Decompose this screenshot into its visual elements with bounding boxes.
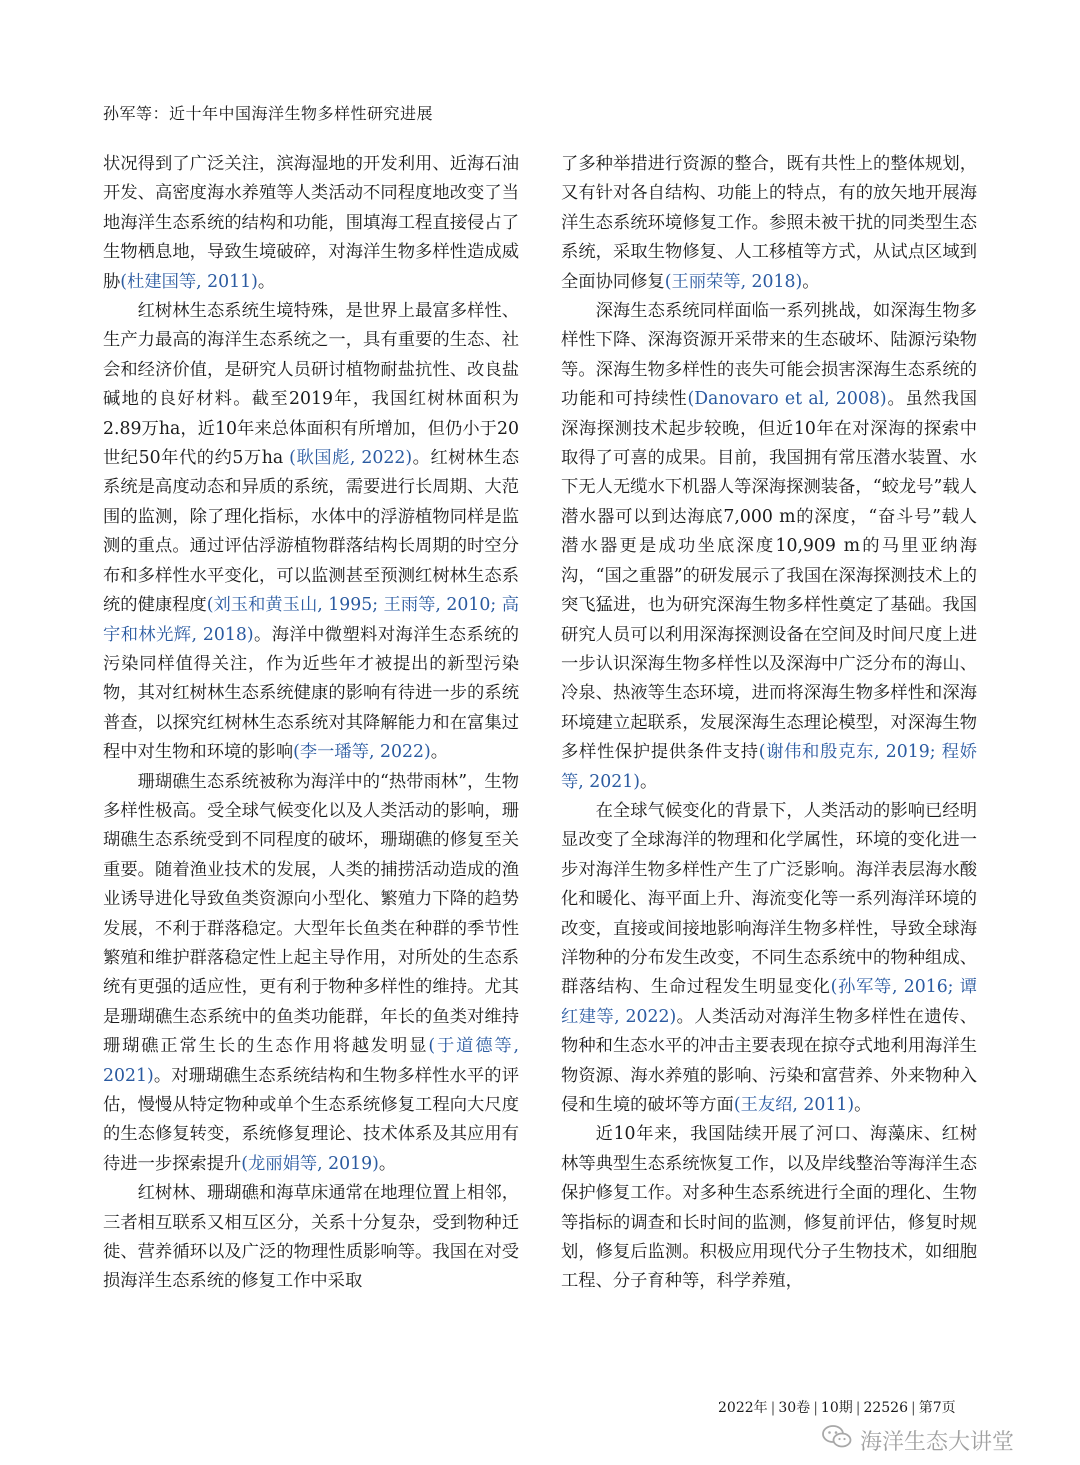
- paragraph: [561, 150, 977, 297]
- citation: (刘玉和黄玉山, 1995; 王雨等, 2010; 高宇和林光辉, 2018): [103, 595, 519, 645]
- body-text: 红树林生态系统生境特殊，是世界上最富多样性、生产力最高的海洋生态系统之一，具有重要的生态、社会和经济价值，是研究人员研讨植物耐盐抗性、改良盐碱地的良好材料。截至2019年，我国红树林面积为2.89万ha，近10年来总体面积有所增加，但仍小于20世纪50年代的约5万ha: [103, 301, 519, 469]
- citation: (于道德等, 2021): [103, 1036, 519, 1086]
- citation: (耿国彪, 2022): [289, 448, 413, 469]
- paragraph: [561, 297, 977, 797]
- citation: (龙丽娟等, 2019): [241, 1153, 379, 1174]
- body-text: 。: [378, 1153, 397, 1174]
- body-text: 。: [430, 742, 448, 763]
- body-text: 。虽然我国深海探测技术起步较晚，但近10年在对深海的探索中取得了可喜的成果。目前，我国拥有常压潜水装置、水下无人无缆水下机器人等深海探测装备，“蛟龙号”载人潜水器可以到达海底7,000 m的深度，“奋斗号”载人潜水器更是成功坐底深度10,909 m的马里亚纳海沟，“国之重器”的研发展示了我国在深海探测技术上的突飞猛进，也为研究深海生物多样性奠定了基础。我国研究人员可以利用深海探测设备在空间及时间尺度上进一步认识深海生物多样性以及深海中广泛分布的海山、冷泉、热液等生态环境，进而将深海生物多样性和深海环境建立起联系，发展深海生态理论模型，对深海生物多样性保护提供条件支持: [561, 389, 977, 763]
- paragraph: [561, 797, 977, 1120]
- body-text: 。海洋中微塑料对海洋生态系统的污染同样值得关注，作为近些年才被提出的新型污染物，其对红树林生态系统健康的影响有待进一步的系统普查，以探究红树林生态系统对其降解能力和在富集过程中对生物和环境的影响: [103, 624, 519, 763]
- wechat-icon: [822, 1424, 852, 1456]
- left-column: [103, 150, 519, 1297]
- citation: (杜建国等, 2011): [120, 271, 258, 292]
- paragraph: [103, 768, 519, 1180]
- right-column: [561, 150, 977, 1297]
- body-text: 。: [854, 1095, 872, 1115]
- running-header: 孙军等：近十年中国海洋生物多样性研究进展: [103, 104, 434, 123]
- citation: (王丽荣等, 2018): [664, 271, 803, 292]
- body-text: 。对珊瑚礁生态系统结构和生物多样性水平的评估，慢慢从特定物种或单个生态系统修复工程向大尺度的生态修复转变，系统修复理论、技术体系及其应用有待进一步探索提升: [103, 1065, 519, 1174]
- body-text: 了多种举措进行资源的整合，既有共性上的整体规划，又有针对各自结构、功能上的特点，有的放矢地开展海洋生态系统环境修复工作。参照未被干扰的同类型生态系统，采取生物修复、人工移植等方式，从试点区域到全面协同修复: [561, 154, 977, 292]
- body-text: 。人类活动对海洋生物多样性在遗传、物种和生态水平的冲击主要表现在掠夺式地利用海洋生物资源、海水养殖的影响、污染和富营养、外来物种入侵和生境的破坏等方面: [561, 1006, 977, 1115]
- footer-issue: 10期: [820, 1400, 853, 1416]
- watermark-text: 海洋生态大讲堂: [860, 1429, 1015, 1455]
- citation: (谢伟和殷克东, 2019; 程娇等, 2021): [561, 742, 977, 792]
- footer-separator: |: [911, 1400, 916, 1416]
- citation: (孙军等, 2016; 谭红建等, 2022): [561, 977, 977, 1027]
- footer-article-number: 22526: [863, 1400, 908, 1416]
- body-text: 在全球气候变化的背景下，人类活动的影响已经明显改变了全球海洋的物理和化学属性，环境的变化进一步对海洋生物多样性产生了广泛影响。海洋表层海水酸化和暖化、海平面上升、海流变化等一系列海洋环境的改变，直接或间接地影响海洋生物多样性，导致全球海洋物种的分布发生改变，不同生态系统中的物种组成、群落结构、生命过程发生明显变化: [561, 800, 977, 998]
- body-text: 深海生态系统同样面临一系列挑战，如深海生物多样性下降、深海资源开采带来的生态破坏、陆源污染物等。深海生物多样性的丧失可能会损害深海生态系统的功能和可持续性: [561, 301, 977, 410]
- paragraph: [103, 150, 519, 297]
- footer-year: 2022年: [718, 1400, 768, 1416]
- body-text: 珊瑚礁生态系统被称为海洋中的“热带雨林”，生物多样性极高。受全球气候变化以及人类活动的影响，珊瑚礁生态系统受到不同程度的破坏，珊瑚礁的修复至关重要。随着渔业技术的发展，人类的捕捞活动造成的渔业诱导进化导致鱼类资源向小型化、繁殖力下降的趋势发展，不利于群落稳定。大型年长鱼类在种群的季节性繁殖和维护群落稳定性上起主导作用，对所处的生态系统有更强的适应性，更有利于物种多样性的维持。尤其是珊瑚礁生态系统中的鱼类功能群，年长的鱼类对维持珊瑚礁正常生长的生态作用将越发明显: [103, 771, 519, 1057]
- footer-separator: |: [770, 1400, 776, 1416]
- body-text: 。: [802, 271, 820, 292]
- body-text: 近10年来，我国陆续开展了河口、海藻床、红树林等典型生态系统恢复工作，以及岸线整治等海洋生态保护修复工作。对多种生态系统进行全面的理化、生物等指标的调查和长时间的监测，修复前评估，修复时规划，修复后监测。积极应用现代分子生物技术，如细胞工程、分子育种等，科学养殖，: [561, 1124, 977, 1292]
- citation: (Danovaro et al, 2008): [687, 389, 887, 410]
- footer-volume: 30卷: [778, 1400, 811, 1416]
- footer-separator: |: [813, 1400, 818, 1416]
- body-text: 红树林、珊瑚礁和海草床通常在地理位置上相邻，三者相互联系又相互区分，关系十分复杂，受到物种迁徙、营养循环以及广泛的物理性质影响等。我国在对受损海洋生态系统的修复工作中采取: [103, 1183, 519, 1292]
- body-text: 。: [257, 271, 276, 292]
- body-text: 状况得到了广泛关注，滨海湿地的开发利用、近海石油开发、高密度海水养殖等人类活动不同程度地改变了当地海洋生态系统的结构和功能，围填海工程直接侵占了生物栖息地，导致生境破碎，对海洋生物多样性造成威胁: [103, 154, 519, 292]
- paragraph: [103, 1179, 519, 1297]
- paragraph: [103, 297, 519, 768]
- body-text: 。红树林生态系统是高度动态和异质的系统，需要进行长周期、大范围的监测，除了理化指标，水体中的浮游植物同样是监测的重点。通过评估浮游植物群落结构长周期的时空分布和多样性水平变化，可以监测甚至预测红树林生态系统的健康程度: [103, 448, 519, 616]
- watermark: [822, 1424, 1014, 1456]
- paragraph: [561, 1120, 977, 1296]
- body-text: 。: [640, 771, 658, 792]
- footer-page-number: 第7页: [918, 1400, 956, 1416]
- citation: (李一璠等, 2022): [293, 742, 431, 763]
- page-footer: [718, 1397, 956, 1417]
- citation: (王友绍, 2011): [733, 1095, 855, 1115]
- footer-separator: |: [855, 1400, 861, 1416]
